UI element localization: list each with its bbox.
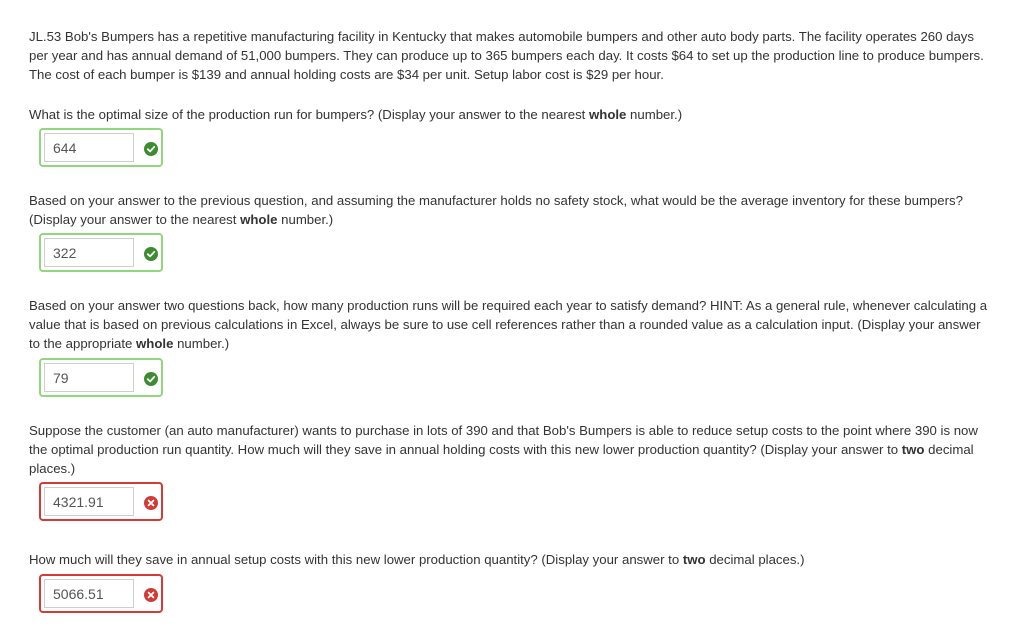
answer-box-1: [39, 128, 163, 167]
answer-input-5[interactable]: [44, 579, 134, 608]
question-text-part: What is the optimal size of the production run for bumpers? (Display your answer to the nearest: [29, 107, 590, 122]
answer-input-4[interactable]: [44, 487, 134, 516]
answer-box-4: [39, 482, 163, 521]
answer-input-1[interactable]: [44, 133, 134, 162]
check-circle-icon: [144, 372, 158, 386]
question-text-part: How much will they save in annual setup costs with this new lower production quantity? (Display your answer to: [29, 552, 683, 567]
question-text-bold: whole: [136, 336, 174, 351]
x-circle-icon: [144, 496, 158, 510]
question-text-part: number.): [173, 336, 230, 351]
question-text-bold: whole: [589, 107, 627, 122]
answer-box-3: [39, 358, 163, 397]
question-text-bold: two: [682, 552, 706, 567]
x-circle-icon: [144, 588, 158, 602]
check-circle-icon: [144, 142, 158, 156]
question-text-part: Based on your answer two questions back, how many production runs will be required each year to satisfy demand? HINT: As a general rule, whenever calculating a value that is based on previous calculations in Excel, always be sure to use cell references rather than a rounded value as a calculation input. (Display your answer to the appropriate: [29, 298, 988, 351]
question-1-text: [29, 105, 989, 124]
answer-box-5: [39, 574, 163, 613]
question-text-part: decimal places.): [705, 552, 805, 567]
question-text-part: number.): [277, 212, 334, 227]
question-3-text: [29, 296, 989, 353]
question-text-part: Based on your answer to the previous question, and assuming the manufacturer holds no safety stock, what would be the average inventory for these bumpers? (Display your answer to the nearest: [29, 193, 963, 227]
check-circle-icon: [144, 247, 158, 261]
problem-intro: JL.53 Bob's Bumpers has a repetitive manufacturing facility in Kentucky that makes automobile bumpers and other auto body parts. The facility operates 260 days per year and has annual demand of 51,000 bumpers. They can produce up to 365 bumpers each day. It costs $64 to set up the production line to produce bumpers. The cost of each bumper is $139 and annual holding costs are $34 per unit. Setup labor cost is $29 per hour.: [29, 29, 984, 82]
question-text-bold: two: [901, 442, 925, 457]
question-5-text: [29, 550, 989, 569]
question-2-text: [29, 191, 989, 229]
question-4-text: [29, 421, 989, 478]
answer-input-2[interactable]: [44, 238, 134, 267]
answer-input-3[interactable]: [44, 363, 134, 392]
question-text-part: Suppose the customer (an auto manufacturer) wants to purchase in lots of 390 and that Bob's Bumpers is able to reduce setup costs to the point where 390 is now the optimal production run quantity. How much will they save in annual holding costs with this new lower production quantity? (Display your answer to: [29, 423, 978, 457]
question-text-part: decimal places.): [29, 442, 974, 476]
question-text-part: number.): [626, 107, 683, 122]
question-text-bold: whole: [240, 212, 278, 227]
answer-box-2: [39, 233, 163, 272]
